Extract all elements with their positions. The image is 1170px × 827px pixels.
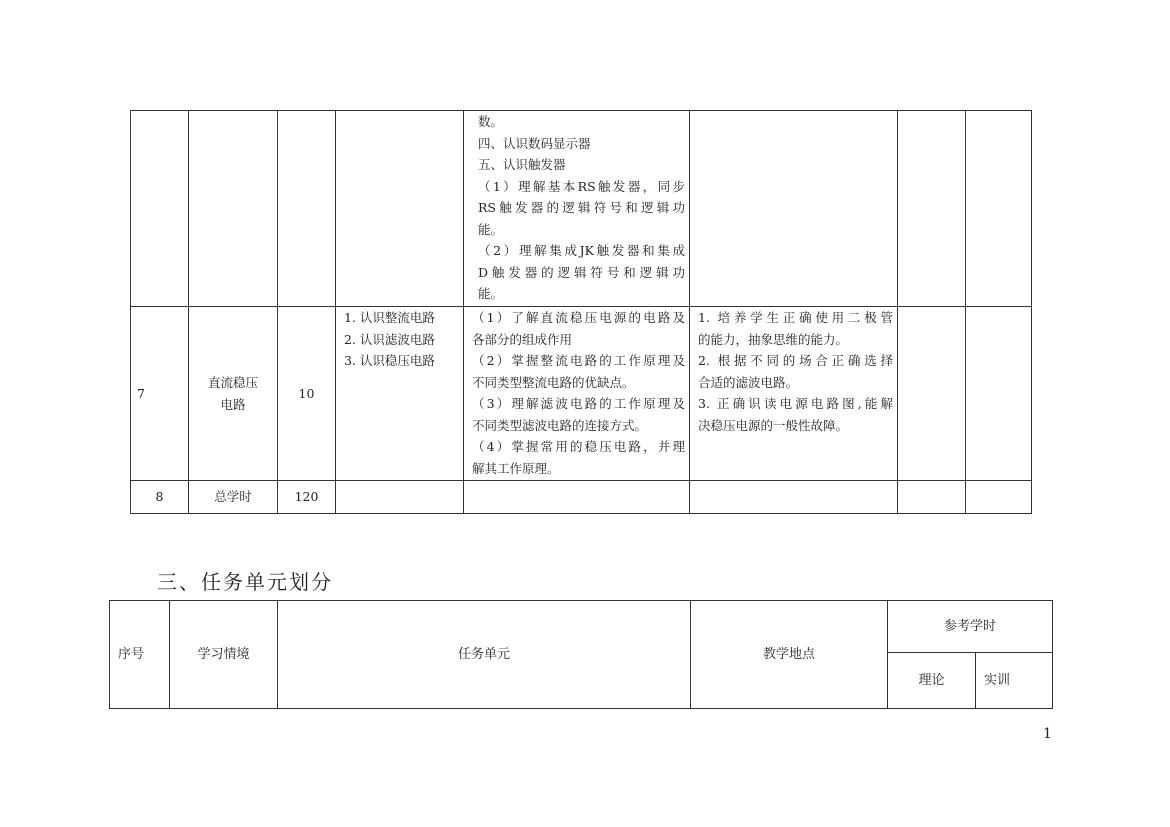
text-line: 解其工作原理。: [472, 460, 560, 476]
module-name: 总学时: [189, 481, 278, 514]
table-cell: [336, 481, 464, 514]
text-line: RS触发器的逻辑符号和逻辑功: [478, 200, 685, 215]
header-practice: 实训: [976, 653, 1053, 709]
table-row: [131, 307, 1032, 481]
text-line: （1）理解基本RS触发器，同步: [478, 178, 685, 194]
table-cell: [966, 111, 1032, 307]
table-cell: [189, 111, 278, 307]
text-line: 各部分的组成作用: [472, 331, 573, 347]
text-line: 五、认识触发器: [478, 157, 566, 172]
text-line: 不同类型滤波电路的连接方式。: [472, 417, 648, 433]
row-number: 7: [131, 307, 189, 481]
unit-item: 2. 认识滤波电路: [344, 331, 435, 347]
header-task-unit: 任务单元: [278, 601, 691, 709]
text-line: （2）掌握整流电路的工作原理及: [472, 353, 685, 368]
table-cell: [898, 111, 966, 307]
text-line: 能。: [478, 221, 504, 237]
table-cell: [966, 481, 1032, 514]
text-line: 2. 根据不同的场合正确选择: [698, 353, 893, 368]
text-line: 3. 正确识读电源电路图,能解: [698, 396, 893, 411]
text-line: 四、认识数码显示器: [478, 135, 591, 151]
table-cell: [464, 481, 690, 514]
skills-cell: [690, 307, 898, 481]
text-line: 的能力，抽象思维的能力。: [698, 331, 849, 347]
text-line: D触发器的逻辑符号和逻辑功: [478, 264, 685, 280]
knowledge-cell: [464, 307, 690, 481]
table-cell: [131, 111, 189, 307]
table-cell: [966, 307, 1032, 481]
text-line: 能。: [478, 286, 504, 301]
table-cell: [690, 111, 898, 307]
table-row: [131, 481, 1032, 514]
text-line: （3）理解滤波电路的工作原理及: [472, 396, 685, 411]
table-cell: [898, 481, 966, 514]
text-line: （1）了解直流稳压电源的电路及: [472, 310, 685, 325]
section-heading: 三、任务单元划分: [157, 570, 333, 594]
table-row: [131, 111, 1032, 307]
text-line: 1. 培养学生正确使用二极管: [698, 310, 893, 325]
row-number: 8: [131, 481, 189, 514]
header-theory: 理论: [888, 653, 976, 709]
table-cell: [690, 481, 898, 514]
table-cell: [278, 111, 336, 307]
header-ref-hours: 参考学时: [888, 601, 1053, 653]
task-content-cell: [464, 111, 690, 307]
course-content-table: [130, 110, 1032, 514]
hours-value: 120: [278, 481, 336, 514]
text-line: （4）掌握常用的稳压电路，并理: [472, 439, 685, 454]
units-cell: [336, 307, 464, 481]
unit-item: 1. 认识整流电路: [344, 310, 435, 325]
header-context: 学习情境: [170, 601, 278, 709]
module-name: 直流稳压电路: [189, 307, 278, 481]
text-line: 合适的滤波电路。: [698, 374, 799, 390]
text-line: 数。: [478, 114, 504, 129]
table-cell: [898, 307, 966, 481]
text-line: 决稳压电源的一般性故障。: [698, 417, 849, 433]
table-cell: [336, 111, 464, 307]
table-header-row: [110, 601, 1053, 653]
task-unit-table: [109, 600, 1053, 709]
text-line: （2）理解集成JK触发器和集成: [478, 243, 685, 258]
page-number: 1: [1043, 726, 1052, 742]
unit-item: 3. 认识稳压电路: [344, 353, 435, 368]
text-line: 不同类型整流电路的优缺点。: [472, 374, 635, 390]
header-location: 教学地点: [691, 601, 888, 709]
hours-value: 10: [278, 307, 336, 481]
header-seq: 序号: [110, 601, 170, 709]
